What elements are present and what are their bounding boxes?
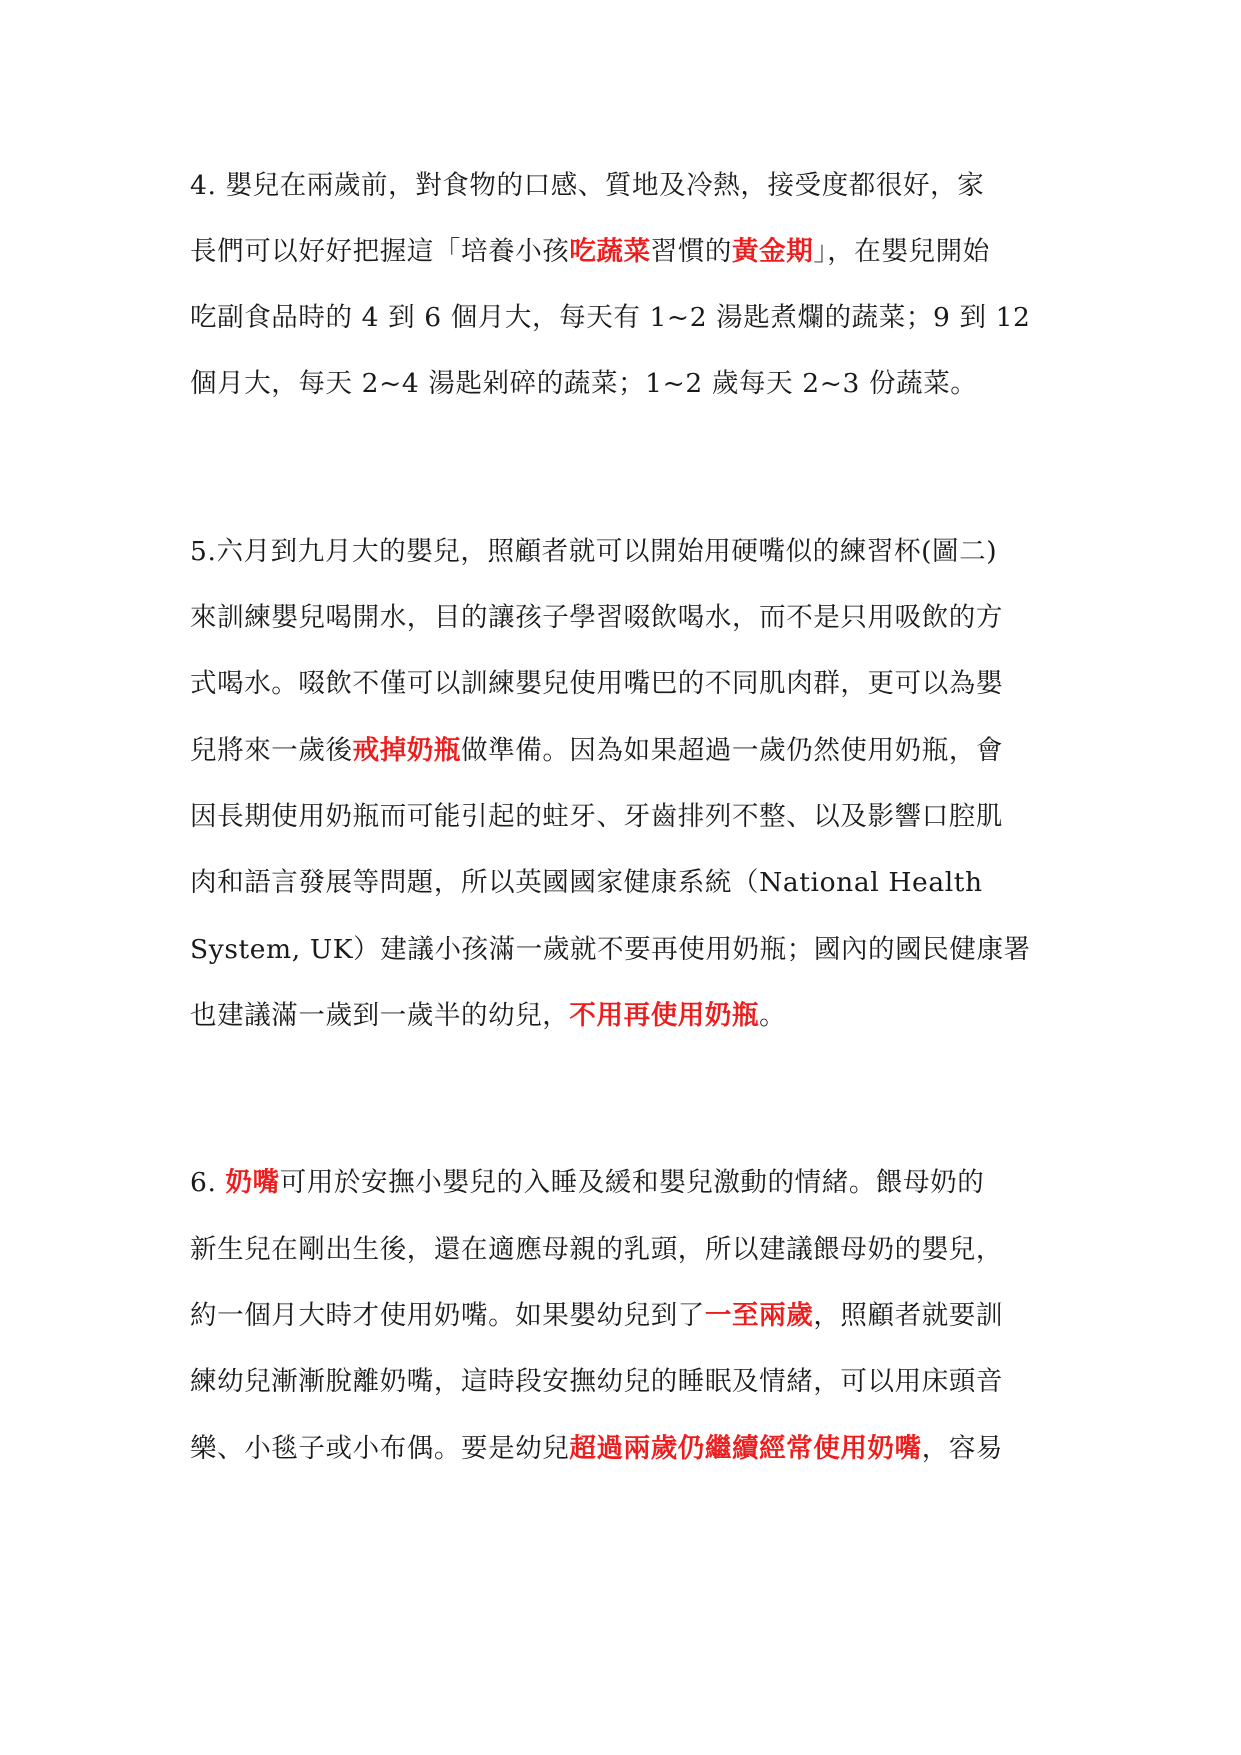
paragraph-line <box>190 1429 1060 1469</box>
text-run: ，容易 <box>921 1433 1004 1464</box>
paragraph-line <box>190 1163 1060 1203</box>
paragraph-line <box>190 298 1060 338</box>
paragraph-line <box>190 1362 1060 1402</box>
highlighted-text: 超過兩歲仍繼續經常使用奶嘴 <box>569 1433 922 1464</box>
highlighted-text: 不用再使用奶瓶 <box>569 1000 760 1031</box>
highlighted-text: 吃蔬菜 <box>569 236 651 267</box>
text-run: 樂、小毯子或小布偶。要是幼兒 <box>190 1433 570 1464</box>
paragraph-line <box>190 1230 1060 1270</box>
text-run: 約一個月大時才使用奶嘴。如果嬰幼兒到了 <box>190 1300 705 1331</box>
text-run: 習慣的 <box>650 236 733 267</box>
highlighted-text: 戒掉奶瓶 <box>352 735 462 766</box>
highlighted-text: 黃金期 <box>732 236 814 267</box>
text-run: System, UK）建議小孩滿一歲就不要再使用奶瓶；國內的國民健康署 <box>190 934 1031 965</box>
text-run: 5.六月到九月大的嬰兒，照顧者就可以開始用硬嘴似的練習杯(圖二) <box>190 536 998 567</box>
paragraph-line <box>190 364 1060 404</box>
text-run: 長們可以好好把握這「培養小孩 <box>190 236 570 267</box>
text-run: 練幼兒漸漸脫離奶嘴，這時段安撫幼兒的睡眠及情緒，可以用床頭音 <box>190 1366 1003 1397</box>
text-run: 兒將來一歲後 <box>190 735 353 766</box>
text-run: 也建議滿一歲到一歲半的幼兒， <box>190 1000 570 1031</box>
text-run: 6. <box>190 1167 226 1198</box>
text-run: 肉和語言發展等問題，所以英國國家健康系統（National Health <box>190 867 983 898</box>
paragraph-line <box>190 731 1060 771</box>
text-run: 。 <box>759 1000 787 1031</box>
highlighted-text: 奶嘴 <box>225 1167 280 1198</box>
paragraph-line <box>190 930 1060 970</box>
highlighted-text: 一至兩歲 <box>704 1300 814 1331</box>
text-run: 新生兒在剛出生後，還在適應母親的乳頭，所以建議餵母奶的嬰兒， <box>190 1234 1003 1265</box>
paragraph-line <box>190 532 1060 572</box>
paragraph-line <box>190 598 1060 638</box>
text-run: 做準備。因為如果超過一歲仍然使用奶瓶，會 <box>461 735 1004 766</box>
text-run: 可用於安撫小嬰兒的入睡及緩和嬰兒激動的情緒。餵母奶的 <box>279 1167 985 1198</box>
text-run: ，照顧者就要訓 <box>813 1300 1004 1331</box>
paragraph-line <box>190 664 1060 704</box>
paragraph-line <box>190 232 1060 272</box>
paragraph-line <box>190 1296 1060 1336</box>
text-run: 式喝水。啜飲不僅可以訓練嬰兒使用嘴巴的不同肌肉群，更可以為嬰 <box>190 668 1003 699</box>
paragraph-line <box>190 996 1060 1036</box>
text-run: 吃副食品時的 4 到 6 個月大，每天有 1~2 湯匙煮爛的蔬菜；9 到 12 <box>190 302 1031 333</box>
text-run: 來訓練嬰兒喝開水，目的讓孩子學習啜飲喝水，而不是只用吸飲的方 <box>190 602 1003 633</box>
text-run: 因長期使用奶瓶而可能引起的蛀牙、牙齒排列不整、以及影響口腔肌 <box>190 801 1003 832</box>
text-run: 」，在嬰兒開始 <box>813 236 990 267</box>
paragraph-line <box>190 863 1060 903</box>
paragraph-line <box>190 166 1060 206</box>
text-run: 個月大，每天 2~4 湯匙剁碎的蔬菜；1~2 歲每天 2~3 份蔬菜。 <box>190 368 978 399</box>
text-run: 4. 嬰兒在兩歲前，對食物的口感、質地及冷熱，接受度都很好，家 <box>190 170 985 201</box>
paragraph-line <box>190 797 1060 837</box>
